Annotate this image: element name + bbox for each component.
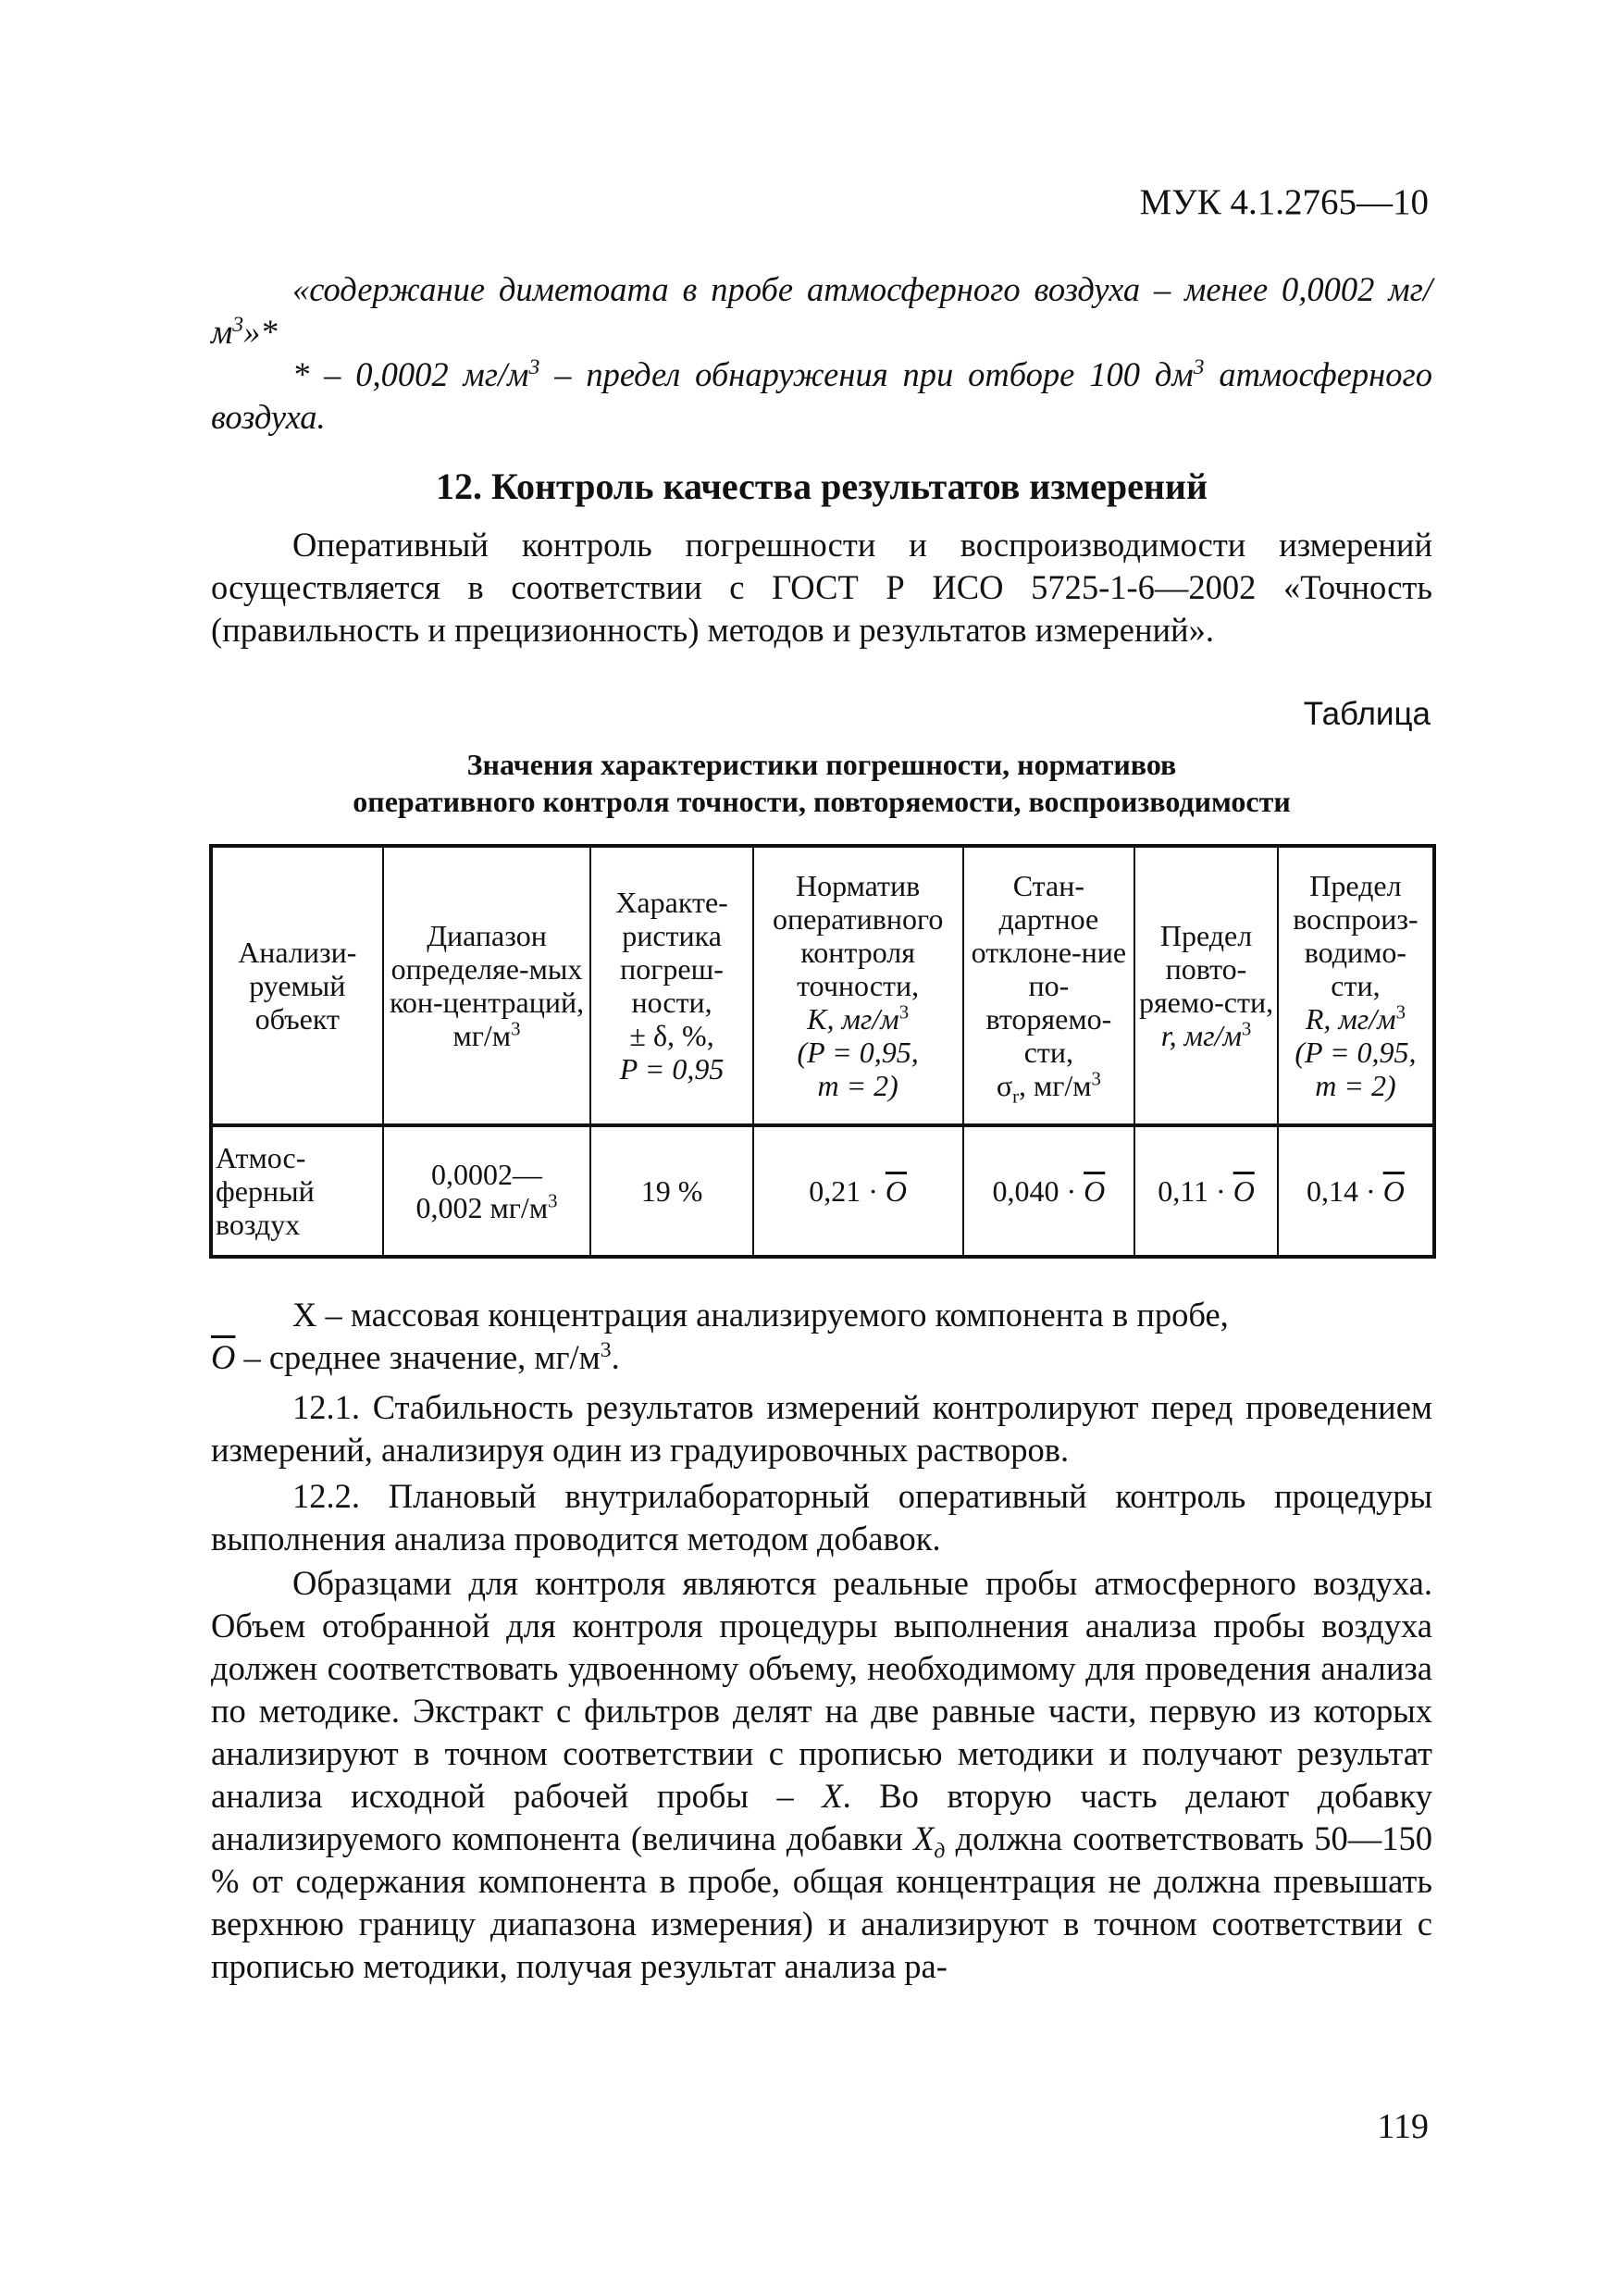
header-delta xyxy=(590,846,752,1125)
header-k-c: (P = 0,95, xyxy=(797,1036,919,1069)
section-paragraph: Оперативный контроль погрешности и воспроизводимости измерений осуществляется в соответствии с ГОСТ Р ИСО 5725-1-6—2002 «Точность (правильность и прецизионность) методов и результатов измерений». xyxy=(211,526,1432,649)
paragraph-samples-a: Образцами для контроля являются реальные пробы атмосферного воздуха. Объем отобранной для контроля процедуры выполнения анализа пробы воздуха должен соответствовать удвоенному объему, необходимому для проведения анализа по методике. Экстракт с фильтров делят на две равные части, первую из которых анализируют в точном соответствии с прописью методики и получают результат анализа исходной рабочей пробы – xyxy=(211,1564,1432,1815)
table-caption xyxy=(211,746,1432,820)
paragraph-samples-b: . Во вторую часть делают добавку анализируемого компонента (величина добавки xyxy=(211,1777,1432,1857)
footnote-mid: – предел обнаружения при отборе 100 дм xyxy=(539,355,1194,393)
header-R-a: Предел воспроиз-водимо-сти, xyxy=(1293,869,1419,1002)
x-definition: X – массовая концентрация анализируемого компонента в пробе, xyxy=(292,1296,1229,1334)
header-R-c: (P = 0,95, xyxy=(1295,1036,1417,1069)
cell-sigma-value: 0,040 · xyxy=(992,1174,1084,1208)
header-R-sup: 3 xyxy=(1395,1001,1406,1024)
header-r-a: Предел повто-ряемо-сти, xyxy=(1138,919,1274,1019)
mean-symbol: $\overline{O}$ xyxy=(1233,1174,1255,1208)
header-R xyxy=(1278,846,1434,1125)
header-r-b: r, мг/м xyxy=(1160,1019,1242,1052)
table-header-row xyxy=(211,846,1434,1125)
var-xd: X xyxy=(913,1819,935,1857)
header-delta-a: Характе-ристика погреш-ности, xyxy=(615,886,728,1019)
o-definition-sup: 3 xyxy=(600,1337,612,1362)
mean-symbol: $\overline{O}$ xyxy=(211,1338,236,1376)
cell-R-value: 0,14 · xyxy=(1307,1174,1383,1208)
quote-sup: 3 xyxy=(232,312,244,337)
paragraph-12-1: 12.1. Стабильность результатов измерений контролируют перед проведением измерений, анализируя один из градуировочных растворов. xyxy=(211,1388,1432,1469)
characteristics-table xyxy=(209,844,1436,1259)
header-range-text: Диапазон определяе-мых кон-центраций, мг/м xyxy=(389,919,585,1052)
document-code: МУК 4.1.2765—10 xyxy=(1139,182,1429,222)
paragraph-samples xyxy=(211,1562,1432,1988)
o-definition xyxy=(211,1336,1432,1379)
cell-object: Атмос-ферный воздух xyxy=(211,1125,383,1257)
cell-range xyxy=(383,1125,591,1257)
table-caption-line2: оперативного контроля точности, повторяемости, воспроизводимости xyxy=(353,785,1291,818)
header-delta-b: ± δ, %, xyxy=(629,1019,714,1052)
header-object: Анализи-руемый объект xyxy=(211,846,383,1125)
cell-k xyxy=(753,1125,963,1257)
header-sigma-a: Стан-дартное отклоне-ние по-вторяемо-сти, xyxy=(971,869,1127,1069)
footnote-paragraph xyxy=(211,354,1432,439)
header-R-b: R, мг/м xyxy=(1305,1002,1396,1036)
o-definition-end: . xyxy=(611,1338,620,1376)
header-r-sup: 3 xyxy=(1241,1018,1252,1040)
header-sigma-sub: r xyxy=(1012,1086,1019,1108)
o-definition-text: – среднее значение, мг/м xyxy=(235,1338,601,1376)
footnote-end: атмосферного воздуха. xyxy=(211,355,1433,436)
mean-symbol: $\overline{O}$ xyxy=(1084,1174,1106,1208)
header-r xyxy=(1134,846,1278,1125)
paragraph-samples-c: должна соответствовать 50—150 % от содержания компонента в пробе, общая концентрация не должна превышать верхнюю границу диапазона измерения) и анализируют в точном соответствии с прописью методики, получая результат анализа ра- xyxy=(211,1819,1432,1985)
header-sigma-sup: 3 xyxy=(1091,1068,1101,1090)
header-k xyxy=(753,846,963,1125)
header-R-d: m = 2) xyxy=(1315,1069,1396,1102)
header-k-a: Норматив оперативного контроля точности, xyxy=(772,869,944,1002)
table-row xyxy=(211,1125,1434,1257)
table-label: Таблица xyxy=(1303,696,1431,732)
cell-range-a: 0,0002— xyxy=(431,1158,542,1191)
section-title: 12. Контроль качества результатов измерений xyxy=(436,465,1208,507)
header-k-d: m = 2) xyxy=(817,1069,898,1102)
header-k-b: K, мг/м xyxy=(807,1002,899,1036)
header-sigma xyxy=(963,846,1135,1125)
cell-r xyxy=(1134,1125,1278,1257)
header-range-sup: 3 xyxy=(511,1018,521,1040)
page-number: 119 xyxy=(1377,2107,1429,2146)
header-delta-c: P = 0,95 xyxy=(619,1052,725,1086)
quote-text: «содержание диметоата в пробе атмосферного воздуха – менее 0,0002 мг/м xyxy=(211,270,1432,351)
cell-range-sup: 3 xyxy=(548,1190,558,1212)
quote-paragraph xyxy=(211,268,1432,354)
cell-delta: 19 % xyxy=(590,1125,752,1257)
cell-k-value: 0,21 · xyxy=(809,1174,886,1208)
header-range xyxy=(383,846,591,1125)
header-k-sup: 3 xyxy=(898,1001,910,1024)
header-sigma-symbol: σ xyxy=(996,1069,1013,1102)
quote-end: »* xyxy=(243,313,278,351)
table-caption-line1: Значения характеристики погрешности, нормативов xyxy=(466,748,1177,781)
footnote-sup1: 3 xyxy=(528,354,540,379)
cell-range-b: 0,002 мг/м xyxy=(415,1191,549,1224)
cell-sigma xyxy=(963,1125,1135,1257)
footnote-sup2: 3 xyxy=(1193,354,1205,379)
var-xd-sub: д xyxy=(934,1839,946,1864)
paragraph-12-2: 12.2. Плановый внутрилабораторный оперативный контроль процедуры выполнения анализа проводится методом добавок. xyxy=(211,1477,1432,1558)
cell-r-value: 0,11 · xyxy=(1158,1174,1233,1208)
footnote-start: * – 0,0002 мг/м xyxy=(292,355,529,393)
mean-symbol: $\overline{O}$ xyxy=(885,1174,908,1208)
header-sigma-c: , мг/м xyxy=(1019,1069,1092,1102)
mean-symbol: $\overline{O}$ xyxy=(1382,1174,1405,1208)
cell-R xyxy=(1278,1125,1434,1257)
var-x: X xyxy=(822,1777,843,1815)
